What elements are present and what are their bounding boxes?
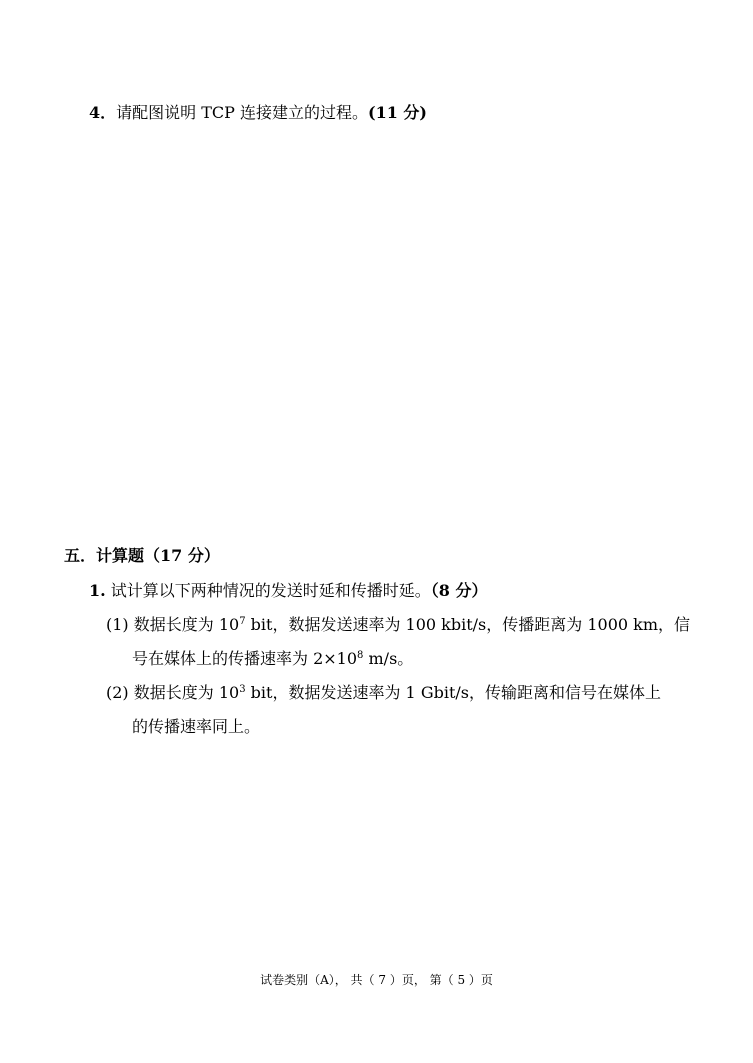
sub-question-2	[106, 682, 661, 704]
section-heading: 五．计算题（17 分）	[64, 546, 220, 565]
question-number: 1.	[89, 581, 106, 600]
question-text: 试计算以下两种情况的发送时延和传播时延。	[105, 581, 431, 600]
question-points: (11 分)	[368, 103, 427, 122]
sub-question-1	[106, 614, 690, 636]
sub-question-1-continuation	[132, 648, 413, 670]
question-points: （8 分）	[430, 581, 488, 600]
sub-question-2-continuation	[132, 716, 260, 738]
page-footer: 试卷类别（A）， 共（ 7 ）页， 第（ 5 ）页	[260, 973, 493, 987]
question-4	[89, 102, 427, 124]
sub-question-text: 的传播速率同上。	[132, 717, 261, 736]
exponent: 3	[239, 684, 246, 695]
question-number: 4．	[89, 103, 117, 122]
question-text: 请配图说明 TCP 连接建立的过程。	[116, 103, 368, 122]
sub-question-label: (1)	[106, 615, 129, 634]
sub-question-text: 数据长度为 10	[128, 615, 240, 634]
sub-question-label: (2)	[106, 683, 129, 702]
sub-question-text: m/s。	[363, 649, 414, 668]
sub-question-text: 号在媒体上的传播速率为 2×10	[132, 649, 358, 668]
sub-question-text: bit，数据发送速率为 100 kbit/s，传播距离为 1000 km，信	[245, 615, 691, 634]
sub-question-text: bit，数据发送速率为 1 Gbit/s，传输距离和信号在媒体上	[245, 683, 661, 702]
exponent: 8	[357, 650, 364, 661]
exponent: 7	[239, 616, 246, 627]
sub-question-text: 数据长度为 10	[128, 683, 240, 702]
question-1	[89, 580, 488, 602]
